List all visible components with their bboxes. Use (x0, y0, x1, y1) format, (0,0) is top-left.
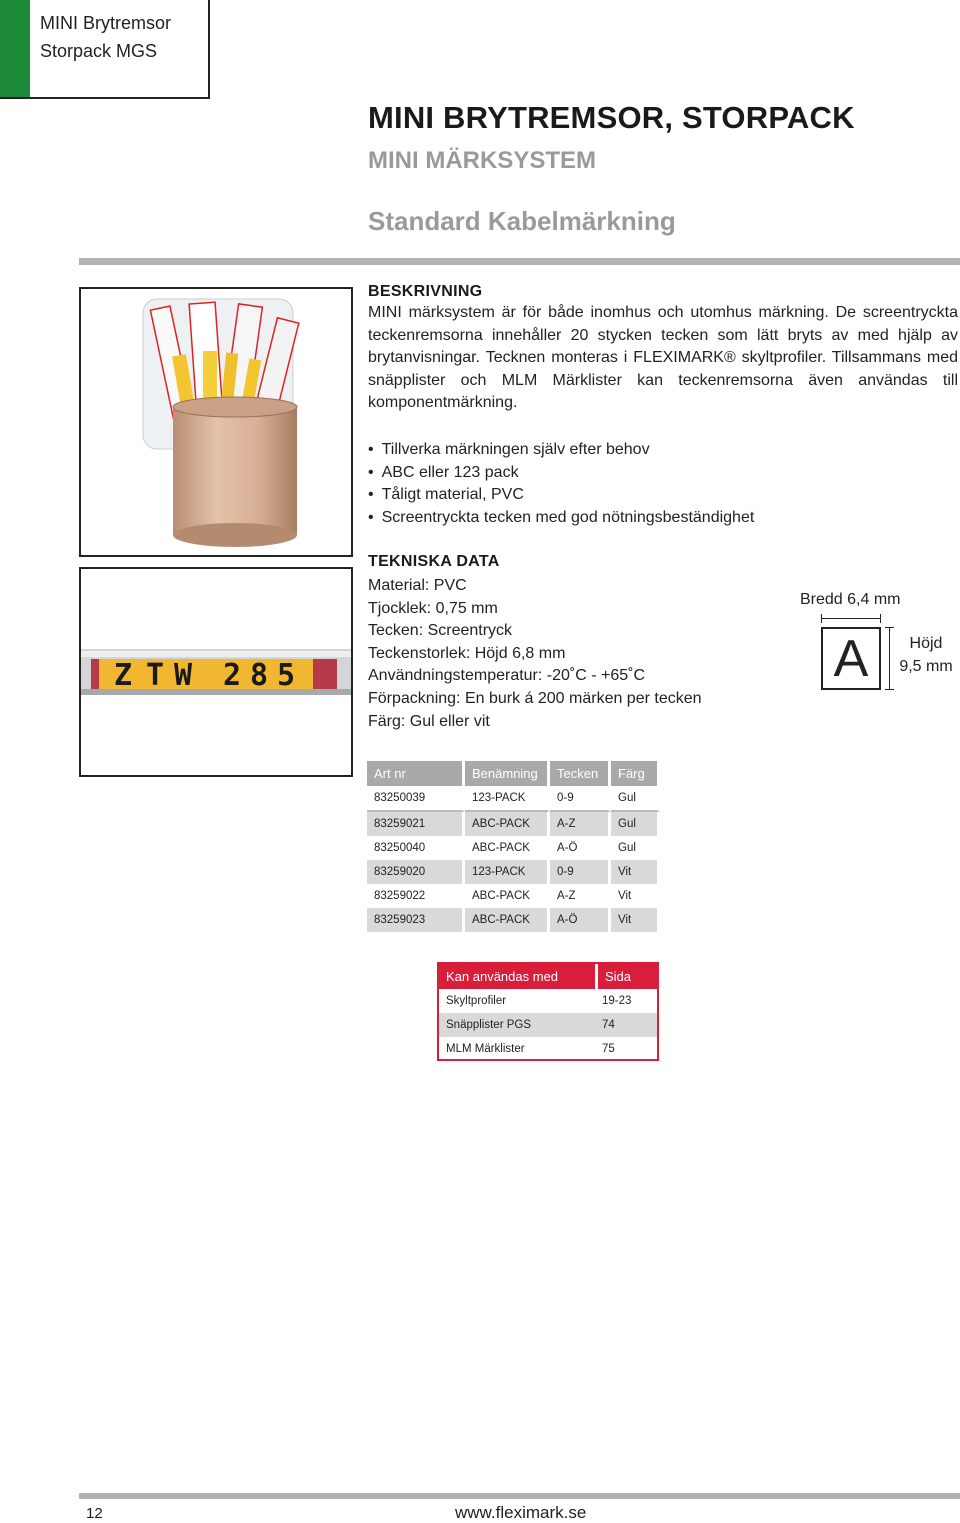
tech-data-heading: TEKNISKA DATA (368, 553, 500, 570)
table-cell: 83250039 (367, 786, 465, 812)
dimension-letter-box: A (821, 627, 881, 690)
spec-line: Användningstemperatur: -20˚C - +65˚C (368, 667, 646, 685)
feature-item: • Tillverka märkningen själv efter behov (368, 439, 754, 462)
table-cell: 83259022 (367, 884, 465, 908)
spec-line: Förpackning: En burk á 200 märken per tecken (368, 689, 702, 707)
table-cell: Vit (611, 908, 660, 932)
table-cell: MLM Märklister (446, 1043, 525, 1055)
side-tab-line2: Storpack MGS (40, 41, 158, 61)
label-char-3: 2 (222, 658, 242, 693)
label-char-0: Z (113, 658, 133, 693)
dimension-height-label (896, 632, 956, 678)
table-cell: A-Ö (550, 908, 611, 932)
bottom-divider (79, 1493, 960, 1499)
category-title: Standard Kabelmärkning (368, 206, 676, 236)
product-photo-tube (79, 287, 353, 557)
usage-table (439, 964, 657, 1061)
dimension-height-tick (885, 689, 894, 690)
table-row (439, 1013, 657, 1037)
column-header: Färg (611, 761, 660, 786)
dimension-height-label-line2: 9,5 mm (899, 658, 953, 675)
dimension-height-line (889, 627, 890, 690)
side-tab-color-bar (0, 0, 30, 97)
table-cell: 83259020 (367, 860, 465, 884)
table-cell: 0-9 (550, 786, 611, 812)
side-tab (0, 0, 210, 99)
article-table-header (367, 761, 660, 786)
spec-line: Tjocklek: 0,75 mm (368, 599, 498, 617)
description-heading: BESKRIVNING (368, 283, 483, 300)
column-header: Tecken (550, 761, 611, 786)
table-row (367, 908, 660, 932)
table-cell: Vit (611, 884, 660, 908)
table-cell: A-Z (550, 884, 611, 908)
table-row (439, 1037, 657, 1061)
feature-item: • ABC eller 123 pack (368, 462, 754, 485)
table-cell: 83259021 (367, 812, 465, 836)
label-char-1: T (145, 658, 165, 693)
page-title: MINI BRYTREMSOR, STORPACK (368, 100, 855, 135)
description-text: MINI märksystem är för både inomhus och utomhus märkning. De screentryckta teckenremsorna innehåller 20 stycken tecken som lätt bryts av med hjälp av brytanvisningar. Tecknen monteras i FLEXIMARK® skyltprofiler. Tillsammans med snäpplister och MLM Märklister kan teckenremsorna även användas till komponentmärkning. (368, 304, 958, 412)
label-char-5: 5 (276, 658, 296, 693)
table-cell: Gul (611, 786, 660, 812)
table-cell: 74 (595, 1013, 657, 1037)
label-char-4: 8 (249, 658, 269, 693)
dimension-height-tick (885, 627, 894, 628)
label-illustration (81, 569, 351, 775)
table-cell: ABC-PACK (465, 812, 550, 836)
table-cell: Gul (611, 836, 660, 860)
label-char-2: W (173, 658, 193, 693)
table-cell: Skyltprofiler (446, 995, 507, 1007)
table-row (367, 884, 660, 908)
side-tab-line1: MINI Brytremsor (40, 13, 172, 33)
table-cell: Gul (611, 812, 660, 836)
table-cell: 0-9 (550, 860, 611, 884)
footer-url[interactable]: www.fleximark.se (455, 1503, 587, 1522)
table-cell: 123-PACK (465, 786, 550, 812)
table-row (367, 836, 660, 860)
tech-data-list (368, 575, 702, 733)
article-table (367, 761, 660, 932)
usage-table-frame (437, 962, 659, 1061)
spec-line: Teckenstorlek: Höjd 6,8 mm (368, 644, 566, 662)
table-cell: Snäpplister PGS (439, 1013, 595, 1037)
column-header: Kan användas med (439, 964, 595, 989)
spec-line: Material: PVC (368, 577, 467, 594)
table-cell: ABC-PACK (465, 884, 550, 908)
table-cell: Vit (611, 860, 660, 884)
dimension-width-tick (880, 614, 881, 623)
table-cell: ABC-PACK (465, 908, 550, 932)
dimension-width-line (821, 618, 881, 619)
dimension-height-label-line1: Höjd (909, 635, 943, 652)
table-cell: 83250040 (367, 836, 465, 860)
table-cell: 83259023 (367, 908, 465, 932)
table-cell: A-Ö (550, 836, 611, 860)
dimension-width-label: Bredd 6,4 mm (800, 591, 901, 608)
dimension-width-tick (821, 614, 822, 623)
table-row (367, 860, 660, 884)
table-cell: ABC-PACK (465, 836, 550, 860)
feature-list (368, 439, 754, 529)
column-header: Benämning (465, 761, 550, 786)
spec-line: Färg: Gul eller vit (368, 712, 490, 730)
side-tab-text (40, 9, 171, 65)
usage-table-header (439, 964, 657, 989)
feature-item: • Tåligt material, PVC (368, 484, 754, 507)
table-row (367, 786, 660, 812)
table-row (367, 812, 660, 836)
table-row (439, 989, 657, 1013)
column-header: Art nr (367, 761, 465, 786)
column-header: Sida (595, 964, 657, 989)
page-subtitle: MINI MÄRKSYSTEM (368, 147, 596, 174)
table-cell: A-Z (550, 812, 611, 836)
page-number: 12 (86, 1505, 103, 1522)
spec-line: Tecken: Screentryck (368, 622, 513, 640)
product-photo-label (79, 567, 353, 777)
tube-illustration (81, 289, 351, 555)
top-divider (79, 258, 960, 265)
table-cell: 123-PACK (465, 860, 550, 884)
feature-item: • Screentryckta tecken med god nötningsbeständighet (368, 507, 754, 530)
table-cell: 75 (602, 1043, 615, 1055)
table-cell: 19-23 (602, 995, 632, 1007)
